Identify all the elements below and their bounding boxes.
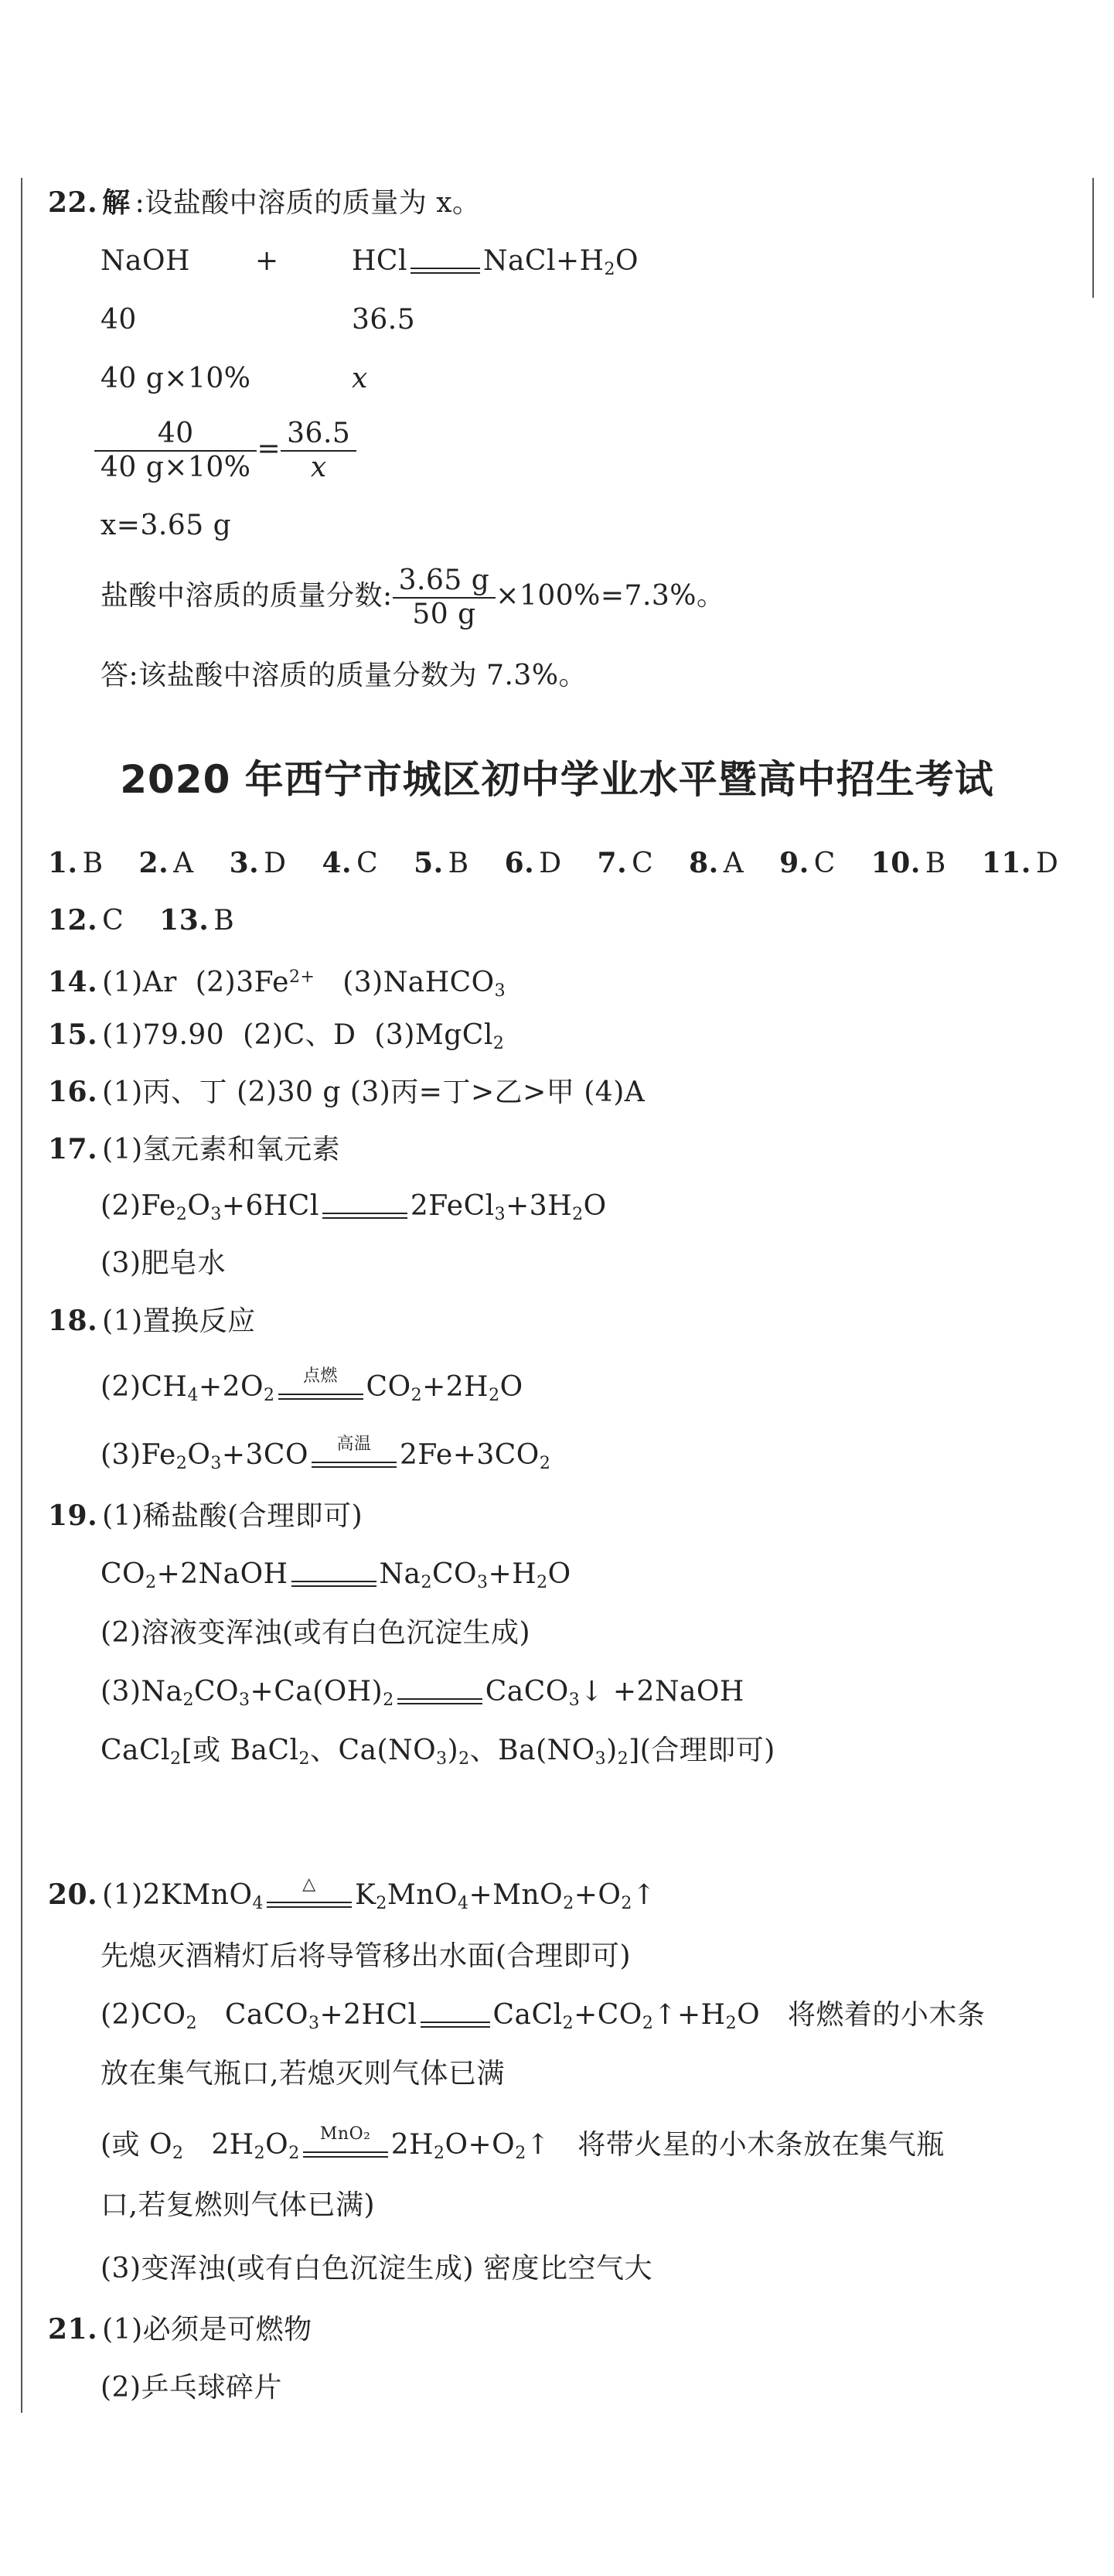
answer-item: 13. B — [159, 904, 235, 937]
q22-proportion: $\frac{40}{40 g\times 10\%}$ = $\frac{36.5}{x}$ — [100, 418, 356, 484]
answer-item: 11. D — [981, 847, 1059, 879]
q19-equation2: $(3)Na_2CO_3+Ca(OH)_2$ CaCO$_3$↓ +2NaOH — [100, 1676, 744, 1710]
q17-part1: 17. (1)氢元素和氧元素 — [48, 1133, 341, 1165]
q22-result: x=3.65 g — [100, 510, 232, 541]
q15: 15. (1)79.90 (2)C、D (3)MgCl$_2$ — [48, 1018, 505, 1053]
left-margin-rule — [21, 178, 22, 2413]
q18-part2: $(2)CH_4+2O_2$ 点燃 $CO_2+2H_2O$ — [100, 1366, 523, 1405]
answer-item: 9. C — [779, 847, 836, 879]
q17-part3: (3)肥皂水 — [100, 1247, 226, 1279]
q21-part1: 21. (1)必须是可燃物 — [48, 2313, 312, 2346]
q20-equation3: (或 $O_2$ $2H_2O_2$ MnO₂ $2H_2O+O_2↑$ 将带火星的小木条放在集气瓶 — [100, 2124, 945, 2163]
q19-part1: 19. (1)稀盐酸(合理即可) — [48, 1500, 363, 1532]
q22-masses: 40 g×10% x — [100, 363, 368, 394]
answer-item: 7. C — [597, 847, 654, 879]
answer-item: 2. A — [138, 847, 194, 879]
q21-part2: (2)乒乓球碎片 — [100, 2372, 282, 2404]
answer-item: 1. B — [48, 847, 104, 879]
exam-title: 2020 年西宁市城区初中学业水平暨高中招生考试 — [120, 757, 994, 802]
q19-alternatives: CaCl$_2$[或 BaCl$_2$、$Ca(NO_3)_2$、$Ba(NO_3)_2$](合理即可) — [100, 1735, 775, 1769]
choices-row-1 — [48, 844, 1058, 882]
q14: 14. (1)Ar $(2)3Fe^{2+}$ (3)NaHCO$_3$ — [48, 966, 506, 1001]
q22-answer: 答:该盐酸中溶质的质量分数为 7.3%。 — [100, 660, 588, 691]
choices-row-2 — [48, 902, 261, 940]
answer-item: 3. D — [229, 847, 287, 879]
q20-equation1: 20. (1)2KMnO$_4$ △ $K_2MnO_4+MnO_2+O_2↑$ — [48, 1875, 656, 1913]
q18-part1: 18. (1)置换反应 — [48, 1305, 256, 1337]
q20-line4: 放在集气瓶口,若熄灭则气体已满 — [100, 2058, 505, 2090]
q22-intro: 22. 解 :设盐酸中溶质的质量为 x。 — [48, 186, 481, 219]
q22-molar-masses: 40 36.5 — [100, 304, 416, 336]
answer-item: 4. C — [322, 847, 379, 879]
q20-line7: (3)变浑浊(或有白色沉淀生成) 密度比空气大 — [100, 2253, 653, 2284]
q20-line2: 先熄灭酒精灯后将导管移出水面(合理即可) — [100, 1940, 632, 1972]
answer-item: 12. C — [48, 904, 124, 937]
answer-item: 5. B — [414, 847, 469, 879]
q20-line6: 口,若复燃则气体已满) — [100, 2189, 375, 2221]
q16: 16. (1)丙、丁 (2)30 g (3)丙=丁>乙>甲 (4)A — [48, 1076, 646, 1108]
q17-part2: $(2)Fe_2O_3+6HCl$ $2FeCl_3+3H_2O$ — [100, 1190, 607, 1224]
answer-item: 6. D — [504, 847, 562, 879]
right-margin-rule — [1092, 178, 1094, 298]
q18-part3: $(3)Fe_2O_3+3CO$ 高温 $2Fe+3CO_2$ — [100, 1435, 551, 1473]
answer-item: 10. B — [870, 847, 946, 879]
q22-fraction-calc: 盐酸中溶质的质量分数: $\frac{3.65 g}{50 g}$ ×100%=7.3%。 — [100, 565, 725, 630]
q20-equation2: $(2)CO_2$ CaCO$_3$+2HCl $CaCl_2+CO_2↑+H_2O$ 将燃着的小木条 — [100, 1999, 986, 2033]
q22-equation: NaOH + HCl $NaCl+H_2O$ — [100, 245, 639, 279]
answer-item: 8. A — [689, 847, 744, 879]
q19-equation1: $CO_2+2NaOH$ $Na_2CO_3+H_2O$ — [100, 1558, 571, 1592]
q19-part2: (2)溶液变浑浊(或有白色沉淀生成) — [100, 1617, 531, 1649]
